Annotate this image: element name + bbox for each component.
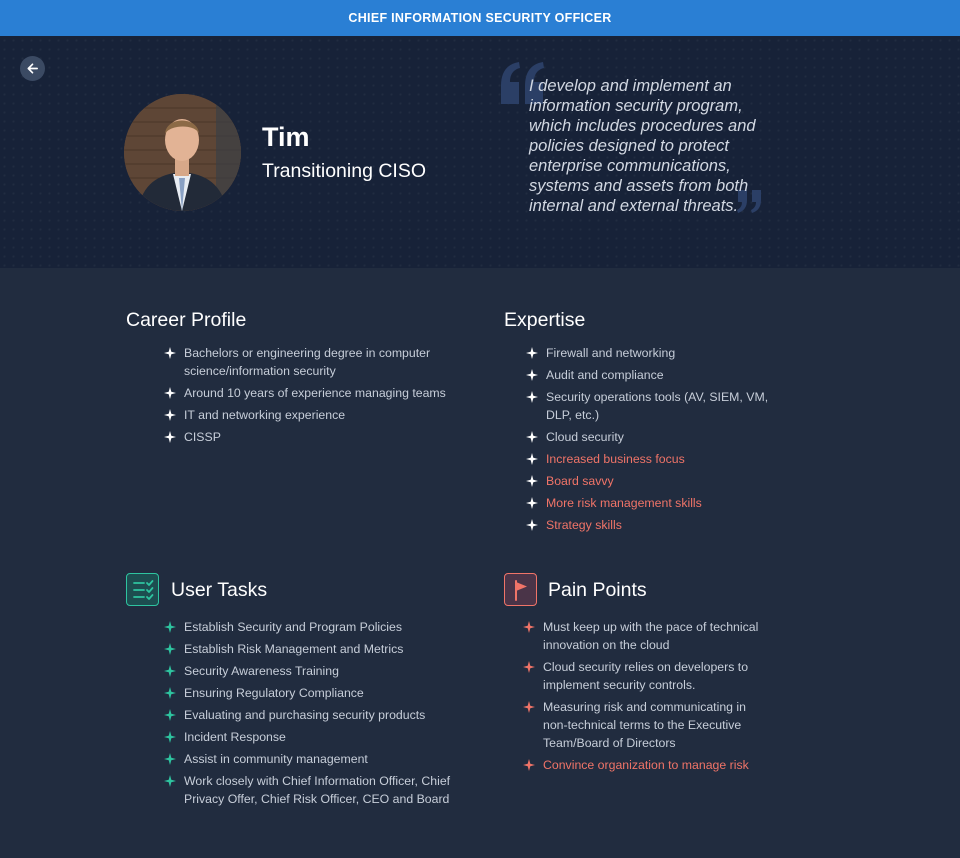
career-profile-item xyxy=(164,344,464,380)
sparkle-bullet-icon xyxy=(164,387,176,399)
sparkle-bullet-icon xyxy=(526,391,538,403)
career-profile-title: Career Profile xyxy=(126,309,247,331)
expertise-item-text: Strategy skills xyxy=(546,518,622,532)
sparkle-bullet-icon xyxy=(164,409,176,421)
pain-points-title: Pain Points xyxy=(548,579,647,601)
persona-name: Tim xyxy=(262,122,310,152)
expertise-item-text: More risk management skills xyxy=(546,496,702,510)
sparkle-bullet-icon xyxy=(164,709,176,721)
avatar xyxy=(124,94,241,211)
back-button[interactable] xyxy=(20,56,45,81)
expertise-item-text: Increased business focus xyxy=(546,452,685,466)
sparkle-bullet-icon xyxy=(523,661,535,673)
pain-point-item-text: Convince organization to manage risk xyxy=(543,758,749,772)
expertise-item-text: Board savvy xyxy=(546,474,614,488)
sparkle-bullet-icon xyxy=(164,731,176,743)
pain-point-item xyxy=(523,658,773,694)
career-profile-item-text: Bachelors or engineering degree in computer science/information security xyxy=(184,346,431,378)
page-header-title: CHIEF INFORMATION SECURITY OFFICER xyxy=(348,11,612,25)
user-task-item-text: Work closely with Chief Information Officer, Chief Privacy Offer, Chief Risk Officer, CEO and Board xyxy=(184,774,451,806)
user-tasks-list xyxy=(164,618,464,812)
user-task-item xyxy=(164,684,464,702)
pain-point-item-text: Measuring risk and communicating in non-technical terms to the Executive Team/Board of Directors xyxy=(543,700,746,750)
career-profile-item xyxy=(164,428,464,446)
sparkle-bullet-icon xyxy=(526,347,538,359)
user-task-item xyxy=(164,662,464,680)
career-profile-item-text: CISSP xyxy=(184,430,221,444)
expertise-item xyxy=(526,366,776,384)
sparkle-bullet-icon xyxy=(164,431,176,443)
sparkle-bullet-icon xyxy=(164,621,176,633)
expertise-item-text: Firewall and networking xyxy=(546,346,676,360)
expertise-item-text: Security operations tools (AV, SIEM, VM, DLP, etc.) xyxy=(546,390,769,422)
pain-point-item xyxy=(523,756,773,774)
user-task-item xyxy=(164,772,464,808)
user-task-item xyxy=(164,750,464,768)
persona-photo xyxy=(124,94,241,211)
user-task-item-text: Establish Risk Management and Metrics xyxy=(184,642,404,656)
sparkle-bullet-icon xyxy=(526,453,538,465)
pain-point-item xyxy=(523,698,773,752)
sparkle-bullet-icon xyxy=(164,775,176,787)
expertise-item xyxy=(526,472,776,490)
expertise-item xyxy=(526,344,776,362)
sparkle-bullet-icon xyxy=(164,665,176,677)
expertise-item xyxy=(526,428,776,446)
user-task-item-text: Assist in community management xyxy=(184,752,368,766)
sparkle-bullet-icon xyxy=(523,621,535,633)
flag-icon xyxy=(504,573,537,606)
pain-point-item xyxy=(523,618,773,654)
expertise-title: Expertise xyxy=(504,309,586,331)
sparkle-bullet-icon xyxy=(164,347,176,359)
user-task-item xyxy=(164,706,464,724)
sparkle-bullet-icon xyxy=(526,475,538,487)
pain-point-item-text: Cloud security relies on developers to implement security controls. xyxy=(543,660,749,692)
expertise-list xyxy=(526,344,776,538)
pain-point-item-text: Must keep up with the pace of technical innovation on the cloud xyxy=(543,620,759,652)
expertise-item xyxy=(526,450,776,468)
user-task-item-text: Ensuring Regulatory Compliance xyxy=(184,686,364,700)
expertise-item-text: Audit and compliance xyxy=(546,368,664,382)
expertise-item xyxy=(526,494,776,512)
persona-role: Transitioning CISO xyxy=(262,160,427,182)
expertise-item xyxy=(526,388,776,424)
user-task-item-text: Security Awareness Training xyxy=(184,664,339,678)
user-task-item xyxy=(164,618,464,636)
career-profile-item-text: IT and networking experience xyxy=(184,408,346,422)
sparkle-bullet-icon xyxy=(164,643,176,655)
sparkle-bullet-icon xyxy=(526,497,538,509)
user-task-item-text: Evaluating and purchasing security products xyxy=(184,708,426,722)
sparkle-bullet-icon xyxy=(523,759,535,771)
sparkle-bullet-icon xyxy=(164,753,176,765)
user-task-item-text: Incident Response xyxy=(184,730,286,744)
top-bar xyxy=(0,0,960,36)
checklist-icon xyxy=(126,573,159,606)
sparkle-bullet-icon xyxy=(164,687,176,699)
sparkle-bullet-icon xyxy=(523,701,535,713)
user-task-item-text: Establish Security and Program Policies xyxy=(184,620,403,634)
persona-hero xyxy=(0,36,960,268)
expertise-item-text: Cloud security xyxy=(546,430,624,444)
sparkle-bullet-icon xyxy=(526,369,538,381)
pain-points-list xyxy=(523,618,773,778)
expertise-item xyxy=(526,516,776,534)
persona-quote: I develop and implement an information security program, which includes procedures and policies designed to protect enterprise communications, systems and assets from both internal and external threats. xyxy=(529,77,756,215)
sparkle-bullet-icon xyxy=(526,519,538,531)
user-task-item xyxy=(164,640,464,658)
career-profile-item-text: Around 10 years of experience managing teams xyxy=(184,386,446,400)
user-task-item xyxy=(164,728,464,746)
career-profile-list xyxy=(164,344,464,450)
user-tasks-title: User Tasks xyxy=(171,579,268,601)
career-profile-item xyxy=(164,406,464,424)
career-profile-item xyxy=(164,384,464,402)
sparkle-bullet-icon xyxy=(526,431,538,443)
arrow-left-icon xyxy=(26,62,39,75)
